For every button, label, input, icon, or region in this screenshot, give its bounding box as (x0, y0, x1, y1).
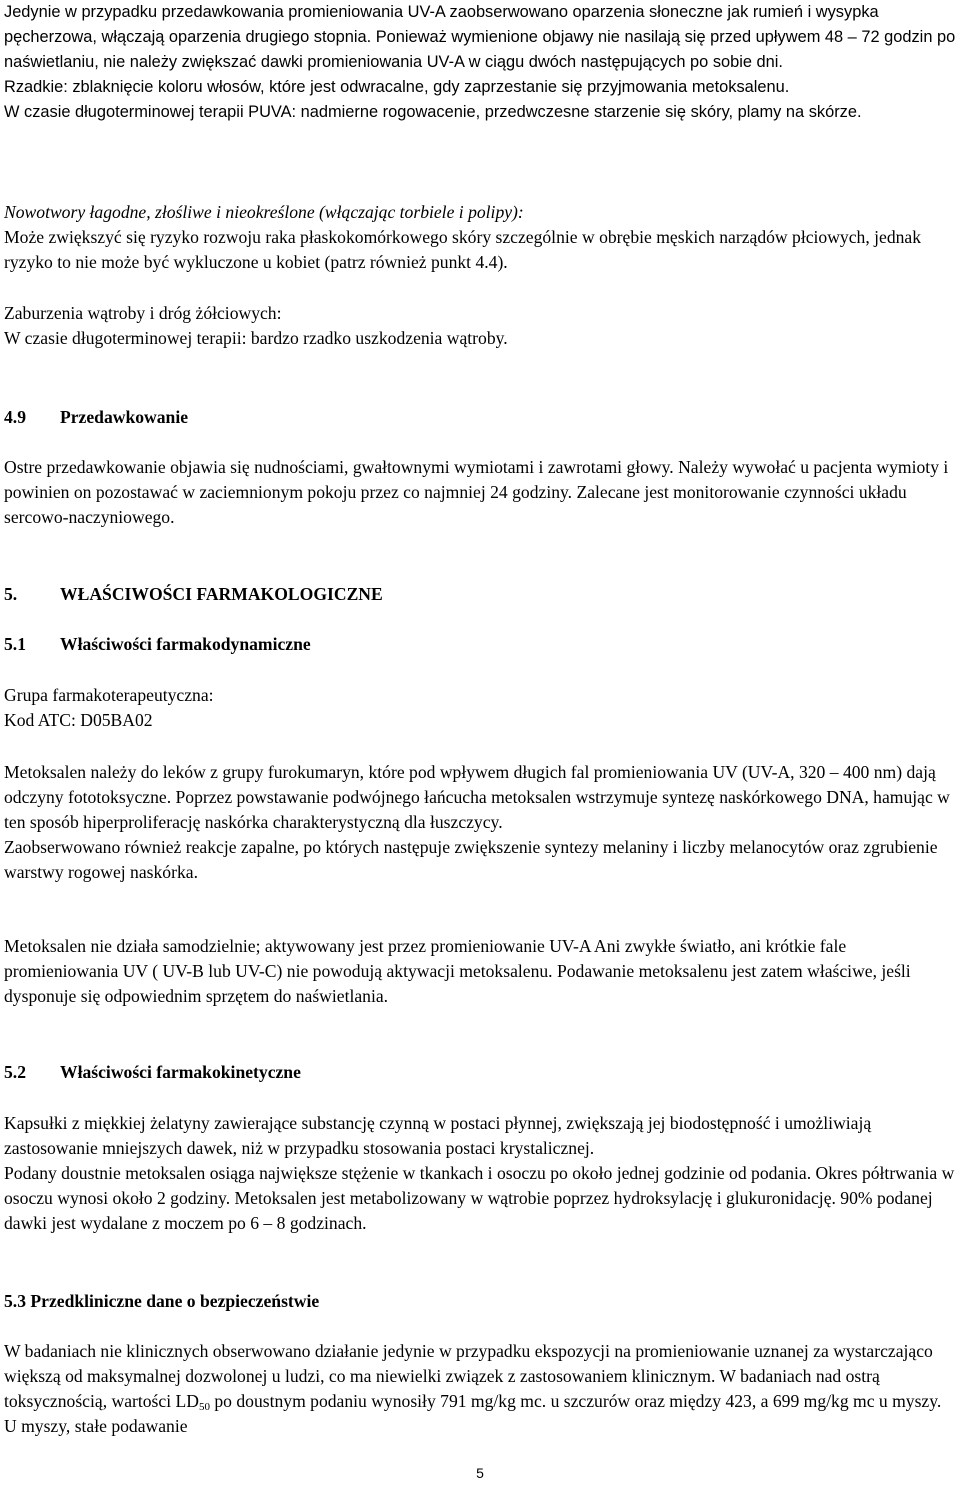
liver-section (4, 301, 956, 351)
mechanism-paragraph: Metoksalen należy do leków z grupy furokumaryn, które pod wpływem długich fal promieniowania UV (UV-A, 320 – 400 nm) dają odczyny fototoksyczne. Poprzez powstawanie podwójnego łańcucha metoksalen wstrzymuje syntezę naskórkowego DNA, hamując w ten sposób hiperproliferację naskórka charakterystyczną dla łuszczycy. (4, 762, 950, 832)
liver-heading: Zaburzenia wątroby i dróg żółciowych: (4, 303, 282, 323)
section-number: 5.1 (4, 634, 26, 654)
section-5-2-heading (4, 1060, 956, 1085)
puva-longterm-paragraph: W czasie długoterminowej terapii PUVA: nadmierne rogowacenie, przedwczesne starzenie się skóry, plamy na skórze. (4, 103, 862, 121)
section-title: WŁAŚCIWOŚCI FARMAKOLOGICZNE (60, 584, 383, 604)
overdose-text-block (4, 455, 956, 530)
neoplasms-heading: Nowotwory łagodne, złośliwe i nieokreślone (włączając torbiele i polipy): (4, 202, 524, 222)
section-title: Przedkliniczne dane o bezpieczeństwie (30, 1291, 320, 1311)
section-5 (4, 582, 956, 607)
capsules-paragraph: Kapsułki z miękkiej żelatyny zawierające substancję czynną w postaci płynnej, zwiększają jej biodostępność i umożliwiają zastosowanie mniejszych dawek, niż w przypadku stosowania postaci krystalicznej. (4, 1113, 872, 1158)
section-title: Właściwości farmakodynamiczne (60, 634, 311, 654)
pharmaco-group-label: Grupa farmakoterapeutyczna: (4, 685, 214, 705)
section-4-9 (4, 405, 956, 430)
section-title: Przedawkowanie (60, 407, 189, 427)
neoplasms-text: Może zwiększyć się ryzyko rozwoju raka płaskokomórkowego skóry szczególnie w obrębie męskich narządów płciowych, jednak ryzyko to nie może być wykluczone u kobiet (patrz również punkt 4.4). (4, 227, 922, 272)
intro-section (4, 0, 956, 125)
activation-paragraph: Metoksalen nie działa samodzielnie; aktywowany jest przez promieniowanie UV-A Ani zwykłe światło, ani krótkie fale promieniowania UV ( UV-B lub UV-C) nie powodują aktywacji metoksalenu. Podawanie metoksalenu jest zatem właściwe, jeśli dysponuje się odpowiednim sprzętem do naświetlania. (4, 936, 911, 1006)
overdose-burns-paragraph: Jedynie w przypadku przedawkowania promieniowania UV-A zaobserwowano oparzenia słoneczne jak rumień i wysypka pęcherzowa, włączają oparzenia drugiego stopnia. Ponieważ wymienione objawy nie nasilają się przed upływem 48 – 72 godzin po naświetlaniu, nie należy zwiększać dawki promieniowania UV-A w ciągu dwóch następujących po sobie dni. (4, 3, 956, 71)
page-number: 5 (476, 1465, 484, 1481)
atc-code: Kod ATC: D05BA02 (4, 710, 153, 730)
preclinical-text-block (4, 1339, 956, 1439)
section-number: 5. (4, 584, 18, 604)
ld50-subscript: 50 (198, 1401, 210, 1413)
section-number: 5.2 (4, 1062, 26, 1082)
absorption-paragraph: Podany doustnie metoksalen osiąga największe stężenie w tkankach i osoczu po około jednej godzinie od podania. Okres półtrwania w osoczu wynosi około 2 godziny. Metoksalen jest metabolizowany w wątrobie poprzez hydroksylację i glukuronidację. 90% podanej dawki jest wydalane z moczem po 6 – 8 godzinach. (4, 1163, 955, 1233)
section-5-1 (4, 632, 956, 657)
section-number: 5.3 (4, 1291, 26, 1311)
section-5-2 (4, 1060, 956, 1085)
inflammation-paragraph: Zaobserwowano również reakcje zapalne, po których następuje zwiększenie syntezy melaniny i liczby melanocytów oraz zgrubienie warstwy rogowej naskórka. (4, 837, 938, 882)
section-5-3-heading (4, 1289, 956, 1314)
preclinical-text (4, 1339, 956, 1439)
section-title: Właściwości farmakokinetyczne (60, 1062, 301, 1082)
pharmacokinetics-text (4, 1111, 956, 1236)
preclinical-text-b: po doustnym podaniu wynosiły 791 mg/kg mc. u szczurów oraz między 423, a 699 mg/kg mc u myszy. U myszy, stałe podawanie (4, 1391, 942, 1436)
liver-text: W czasie długoterminowej terapii: bardzo rzadko uszkodzenia wątroby. (4, 328, 508, 348)
section-4-9-heading (4, 405, 956, 430)
section-5-3 (4, 1289, 956, 1314)
neoplasms-section (4, 200, 956, 275)
atc-block (4, 683, 956, 733)
section-5-1-heading (4, 632, 956, 657)
overdose-text: Ostre przedawkowanie objawia się nudnościami, gwałtownymi wymiotami i zawrotami głowy. Należy wywołać u pacjenta wymioty i powinien on pozostawać w zaciemnionym pokoju przez co najmniej 24 godziny. Zalecane jest monitorowanie czynności układu sercowo-naczyniowego. (4, 457, 949, 527)
activation-block (4, 934, 956, 1009)
hair-color-paragraph: Rzadkie: zblaknięcie koloru włosów, które jest odwracalne, gdy zaprzestanie się przyjmowania metoksalenu. (4, 78, 790, 96)
preclinical-text-a: W badaniach nie klinicznych obserwowano działanie jedynie w przypadku ekspozycji na promieniowanie uznanej za wystarczająco większą od maksymalnej dozwolonej u ludzi, co ma niewielki związek z zastosowaniem klinicznym. W badaniach nad ostrą toksycznością, wartości LD (4, 1341, 933, 1411)
pharmacodynamics-text (4, 760, 956, 885)
section-5-heading (4, 582, 956, 607)
section-number: 4.9 (4, 407, 26, 427)
